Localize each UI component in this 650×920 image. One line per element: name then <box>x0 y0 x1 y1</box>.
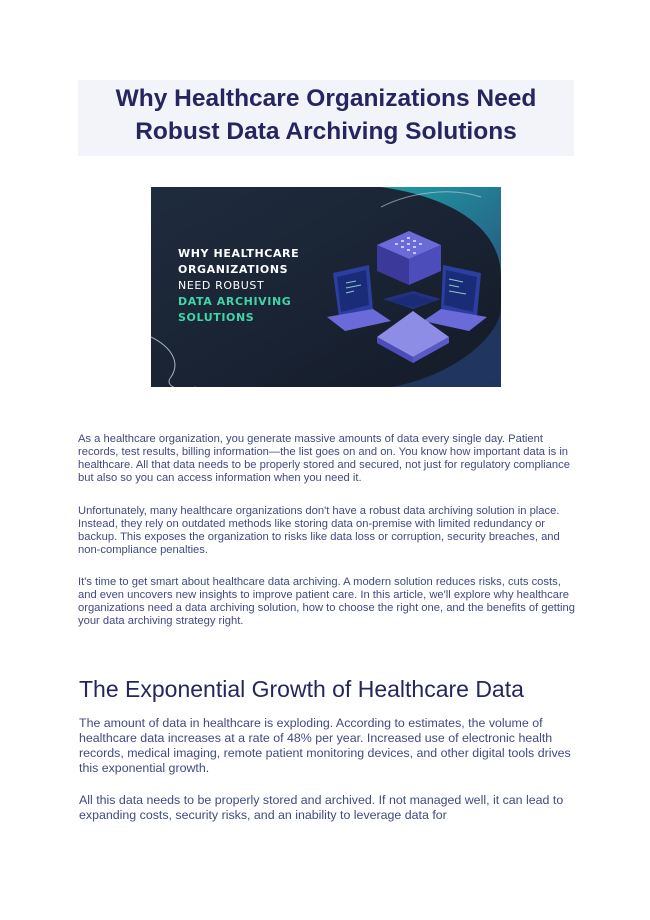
banner-line: NEED ROBUST <box>178 279 265 292</box>
page-title: Why Healthcare Organizations Need Robust Data Archiving Solutions <box>115 85 537 145</box>
intro-paragraph-3 <box>78 576 576 628</box>
banner-image <box>151 187 501 387</box>
intro-paragraph-2 <box>78 505 576 557</box>
paragraph-text: The amount of data in healthcare is exploding. According to estimates, the volume of healthcare data increases at a rate of 48% per year. Increased use of electronic health records, medical imaging, remote patient monitoring devices, and other digital tools drives this exponential growth. <box>79 716 571 775</box>
section-paragraph-1 <box>79 716 575 776</box>
paragraph-text: Unfortunately, many healthcare organizations don't have a robust data archiving solution in place. Instead, they rely on outdated methods like storing data on-premise with limited redundancy or backup. This exposes the organization to risks like data loss or corruption, security breaches, and non-compliance penalties. <box>78 505 560 556</box>
banner-line: WHY HEALTHCARE <box>178 247 300 260</box>
section-heading: The Exponential Growth of Healthcare Data <box>79 676 524 702</box>
section-paragraph-2 <box>79 793 575 823</box>
paragraph-text: All this data needs to be properly stored and archived. If not managed well, it can lead to expanding costs, security risks, and an inability to leverage data for <box>79 793 564 822</box>
paragraph-text: It's time to get smart about healthcare data archiving. A modern solution reduces risks, cuts costs, and even uncovers new insights to improve patient care. In this article, we'll explore why healthcare organizations need a data archiving solution, how to choose the right one, and the benefits of getting your data archiving strategy right. <box>78 576 575 627</box>
title-box <box>78 80 574 156</box>
banner-line-accent: SOLUTIONS <box>178 311 255 324</box>
intro-paragraph-1 <box>78 433 576 485</box>
banner-line: ORGANIZATIONS <box>178 263 289 276</box>
paragraph-text: As a healthcare organization, you generate massive amounts of data every single day. Patient records, test results, billing information—the list goes on and on. You know how important data is in healthcare. All that data needs to be properly stored and secured, not just for regulatory compliance but also so you can access information when you need it. <box>78 433 570 484</box>
banner-text <box>178 246 299 326</box>
banner-line-accent: DATA ARCHIVING <box>178 295 292 308</box>
